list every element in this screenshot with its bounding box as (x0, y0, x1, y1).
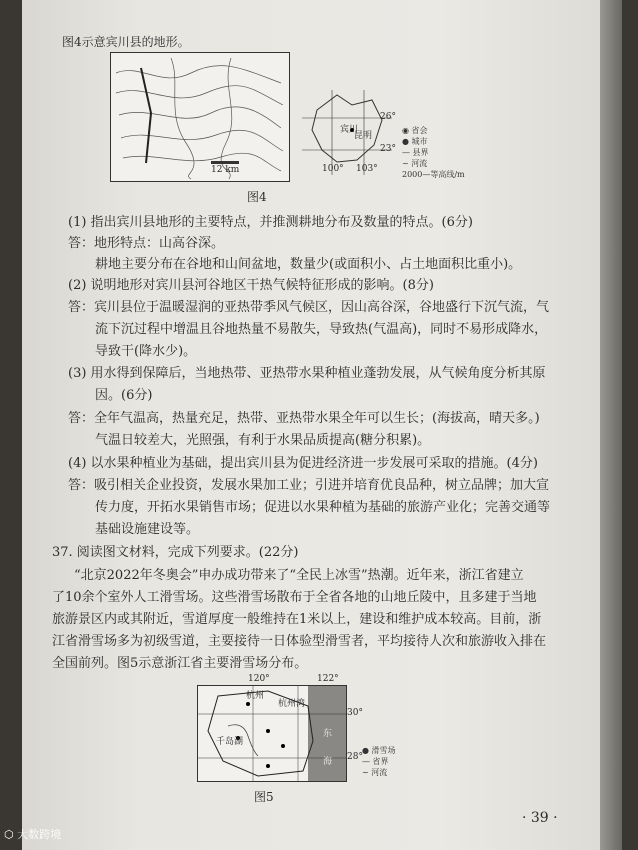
q4: (4) 以水果种植业为基础，提出宾川县为促进经济进一步发展可采取的措施。(4分) (68, 456, 538, 471)
legend-boundary: — 县界 (402, 148, 429, 157)
fig5-lat2: 28° (347, 752, 363, 762)
fig5-lat1: 30° (347, 708, 363, 718)
q37-material-line4: 江省滑雪场多为初级雪道，主要接待一日体验型滑雪者，平均接待人次和旅游收入排在 (52, 634, 547, 649)
legend-province-boundary: — 省界 (362, 757, 389, 766)
inset-lat2: 23° (380, 144, 396, 154)
a2-line2: 流下沉过程中增温且谷地热量不易散失，导致热(气温高)，同时不易形成降水， (95, 322, 548, 337)
inset-lon1: 100° (322, 164, 344, 174)
legend-contour: 2000—等高线/m (402, 170, 465, 179)
a3-line2: 气温日较差大，光照强，有利于水果品质提高(糖分积累)。 (95, 433, 431, 448)
fig5-sea-label2: 海 (323, 757, 333, 767)
q37-material-line2: 了10余个室外人工滑雪场。这些滑雪场散布于全省各地的山地丘陵中，且多建于当地 (52, 590, 537, 605)
q3-line2: 因。(6分) (95, 388, 153, 403)
inset-lon2: 103° (356, 164, 378, 174)
fig5-bay-label: 杭州湾 (278, 699, 306, 709)
q3-line1: (3) 用水得到保障后，当地热带、亚热带水果种植业蓬勃发展，从气候角度分析其原 (68, 366, 546, 381)
fig4-caption: 图4 (247, 190, 267, 204)
a1-terrain: 答：地形特点：山高谷深。 (68, 236, 225, 251)
fig5-legend (362, 745, 422, 778)
a4-line3: 基础设施建设等。 (95, 522, 200, 537)
q1: (1) 指出宾川县地形的主要特点，并推测耕地分布及数量的特点。(6分) (68, 215, 473, 230)
fig5-city-label: 杭州 (246, 691, 265, 701)
terrain-contours (111, 53, 289, 181)
fig5-caption: 图5 (254, 790, 274, 804)
scale-label: 12 km (211, 165, 240, 175)
book-page (22, 0, 622, 850)
a3-line1: 答：全年气温高，热量充足，热带、亚热带水果全年可以生长；(海拔高，晴天多。) (68, 411, 540, 426)
q37-material-line1: “北京2022年冬奥会”申办成功带来了“全民上冰雪”热潮。近年来，浙江省建立 (74, 568, 524, 583)
legend-city: ● 城市 (402, 137, 428, 146)
fig5-lon1: 120° (248, 674, 270, 684)
a1-farmland: 耕地主要分布在谷地和山间盆地，数量少(或面积小、占土地面积比重小)。 (95, 257, 522, 272)
legend-capital: ◉ 省会 (402, 126, 428, 135)
q37-material-line5: 全国前列。图5示意浙江省主要滑雪场分布。 (52, 656, 308, 671)
fig5-zhejiang-map (197, 685, 347, 782)
inset-county-label: 宾川 (340, 125, 359, 135)
page-number: · 39 · (522, 810, 558, 826)
q37-material-line3: 旅游景区内或其附近，雪道厚度一般维持在1米以上，建设和维护成本较高。目前，浙 (52, 612, 542, 627)
q37-heading: 37. 阅读图文材料，完成下列要求。(22分) (52, 545, 299, 560)
legend-ski-resort: ● 滑雪场 (362, 746, 396, 755)
fig4-legend (402, 125, 482, 180)
legend-river: ~ 河流 (402, 159, 428, 168)
fig4-terrain-map (110, 52, 290, 182)
a4-line2: 传力度，开拓水果销售市场；促进以水果种植为基础的旅游产业化；完善交通等 (95, 500, 551, 515)
fig5-sea-label1: 东 (323, 729, 333, 739)
fig5-lake-label: 千岛湖 (216, 737, 244, 747)
a2-line3: 导致干(降水少)。 (95, 344, 197, 359)
fig4-intro: 图4示意宾川县的地形。 (62, 35, 190, 49)
inset-city-label: 昆明 (354, 131, 373, 141)
a2-line1: 答：宾川县位于温暖湿润的亚热带季风气候区，因山高谷深，谷地盛行下沉气流，气 (68, 300, 550, 315)
fig5-lon2: 122° (317, 674, 339, 684)
page-shadow (600, 0, 622, 850)
watermark: ⬡ 大数跨境 (4, 828, 62, 841)
a4-line1: 答：吸引相关企业投资，发展水果加工业；引进并培育优良品种，树立品牌；加大宣 (68, 478, 550, 493)
legend-river: ~ 河流 (362, 768, 388, 777)
q2: (2) 说明地形对宾川县河谷地区干热气候特征形成的影响。(8分) (68, 278, 434, 293)
fig4-inset-map (302, 90, 396, 175)
inset-lat1: 26° (380, 112, 396, 122)
